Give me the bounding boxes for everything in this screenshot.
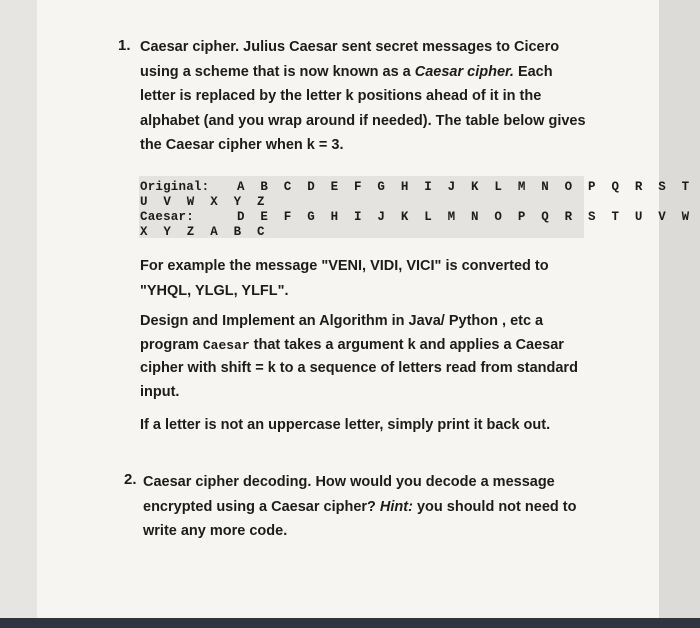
design-paragraph [140,310,578,404]
design-line-2 [140,334,578,358]
bottom-bar [0,618,700,628]
note-line: If a letter is not an uppercase letter, simply print it back out. [140,417,551,433]
background-edge [659,0,700,618]
hint-label: Hint: [379,498,413,515]
original-letters-row-1: A B C D E F G H I J K L M N O P Q R S T [237,180,694,194]
q2-line-2-start: encrypted using a Caesar cipher? [143,498,380,515]
question-2-paragraph [143,470,576,544]
q2-line-3: write any more code. [143,523,288,540]
question-1-intro [140,35,586,158]
example-line-2: "YHQL, YLGL, YLFL". [140,282,289,299]
question-1-number: 1. [118,37,131,54]
example-paragraph [140,254,549,303]
original-letters-row-2: U V W X Y Z [140,195,269,209]
design-line-1: Design and Implement an Algorithm in Java/ Python , etc a [140,313,544,329]
caesar-cipher-term: Caesar cipher. [414,63,514,80]
caesar-letters-row-1: D E F G H I J K L M N O P Q R S T U V W [237,210,694,224]
question-2-number: 2. [124,471,137,488]
example-line-1: For example the message "VENI, VIDI, VICI" is converted to [140,258,549,274]
q1-intro-line-1: Caesar cipher. Julius Caesar sent secret messages to Cicero [140,39,560,55]
original-label: Original: [140,180,210,194]
program-name-code: Caesar [202,337,250,353]
q1-intro-line-2 [140,60,586,85]
q1-intro-line-3: letter is replaced by the letter k positions ahead of it in the [140,88,542,105]
q2-line-1: Caesar cipher decoding. How would you decode a message [143,474,555,490]
q2-line-2-end: you should not need to [412,498,577,515]
design-line-4: input. [140,383,180,400]
caesar-label: Caesar: [140,210,194,224]
q1-intro-line-5: the Caesar cipher when k = 3. [140,137,344,154]
caesar-letters-row-2: X Y Z A B C [140,225,269,239]
design-line-2-end: that takes a argument k and applies a Caesar [249,336,564,353]
design-line-2-start: program [140,336,203,353]
q1-intro-line-4: alphabet (and you wrap around if needed). The table below gives [140,112,586,129]
q1-intro-line-2-end: Each [513,63,553,80]
design-line-3: cipher with shift = k to a sequence of letters read from standard [140,360,578,376]
q1-intro-line-2-start: using a scheme that is now known as a [140,63,415,80]
q2-line-2 [143,495,576,520]
uppercase-note [140,413,550,438]
